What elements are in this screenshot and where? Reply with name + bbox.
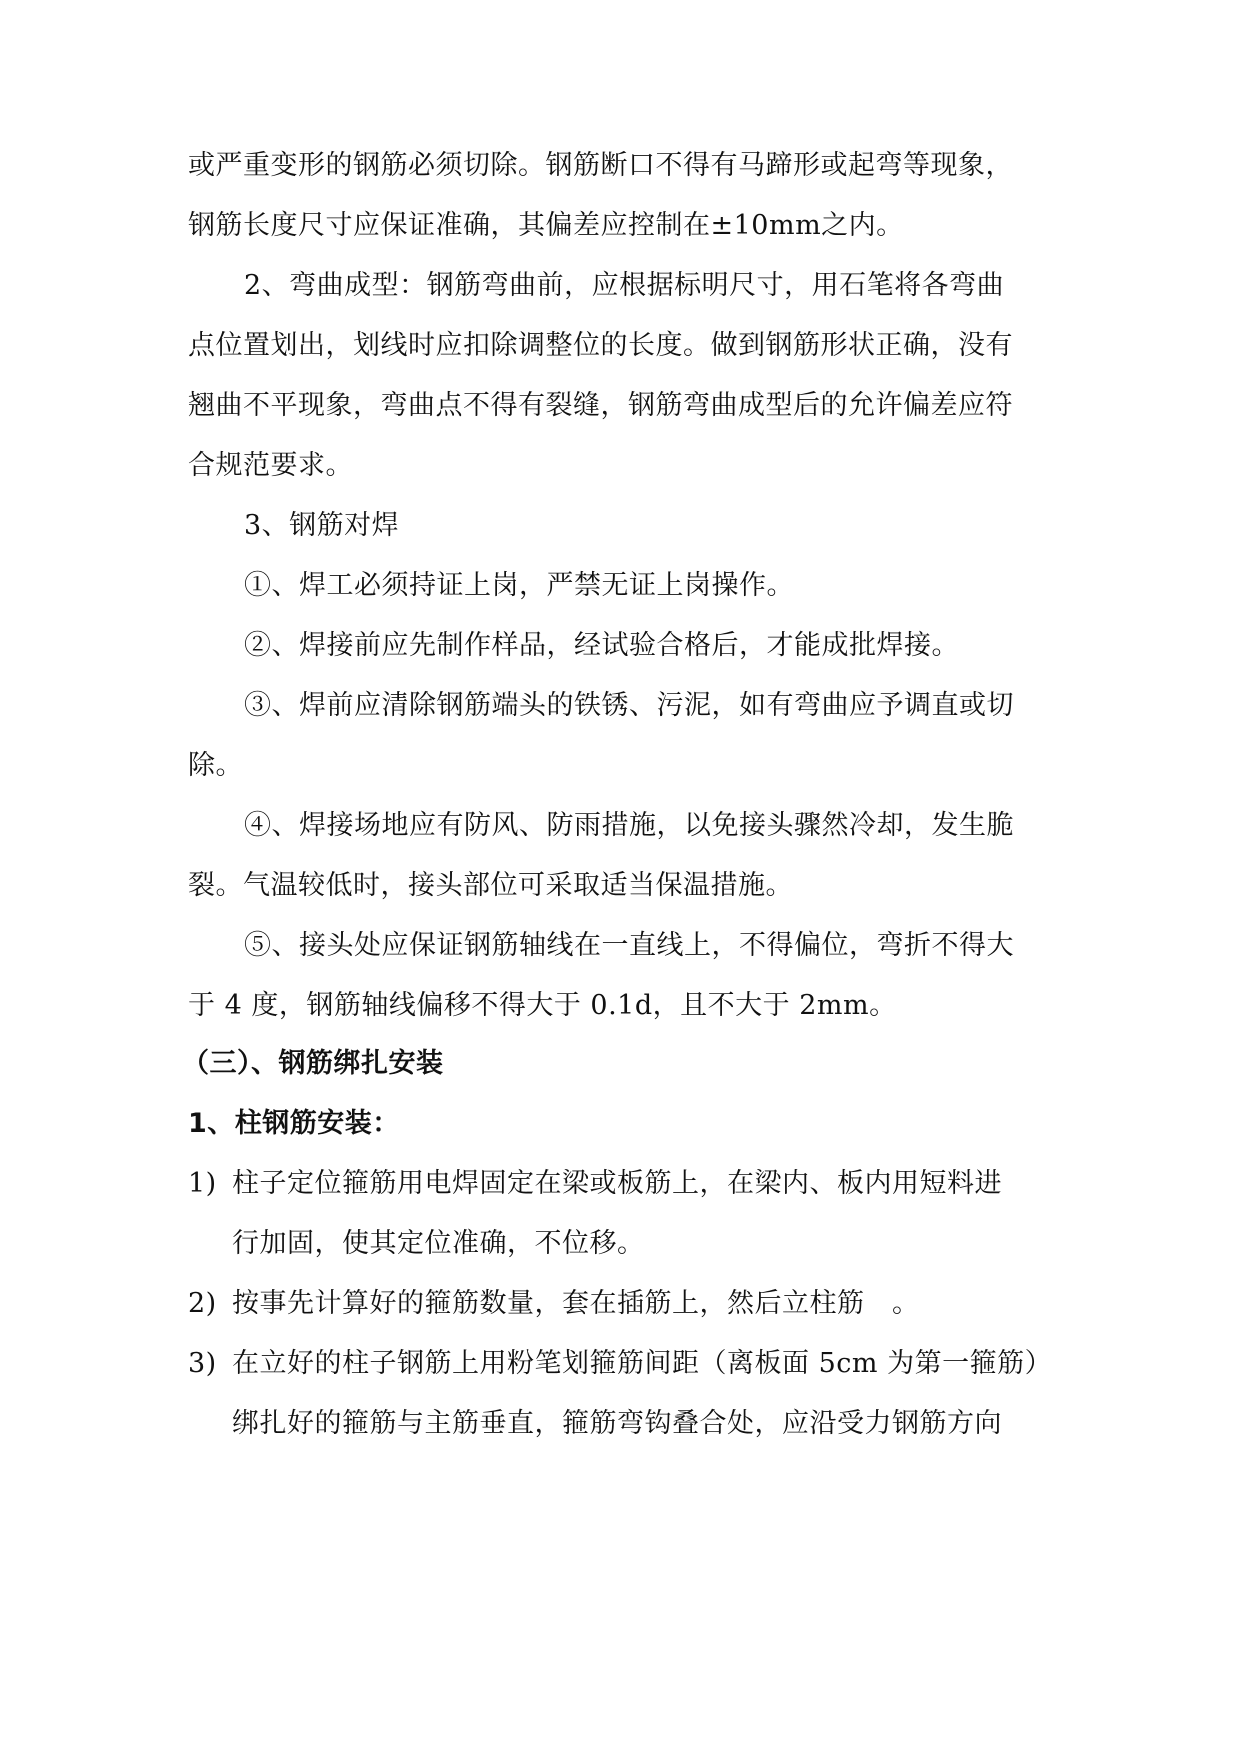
paragraph-line: ①、焊工必须持证上岗，严禁无证上岗操作。 [244,570,794,601]
list-item-line: 绑扎好的箍筋与主筋垂直，箍筋弯钩叠合处，应沿受力钢筋方向 [232,1408,1002,1439]
paragraph-line: 2、弯曲成型：钢筋弯曲前，应根据标明尺寸，用石笔将各弯曲 [244,270,1005,301]
list-number: 2) [188,1288,217,1319]
list-item-line: 按事先计算好的箍筋数量，套在插筋上，然后立柱筋 。 [232,1288,920,1319]
list-item-line: 行加固，使其定位准确，不位移。 [232,1228,645,1259]
paragraph-line: 于 4 度，钢筋轴线偏移不得大于 0.1d，且不大于 2mm。 [188,990,897,1021]
paragraph-line: ③、焊前应清除钢筋端头的铁锈、污泥，如有弯曲应予调直或切 [244,690,1014,721]
paragraph-line: 钢筋长度尺寸应保证准确，其偏差应控制在±10mm之内。 [188,210,904,241]
paragraph-line: 或严重变形的钢筋必须切除。钢筋断口不得有马蹄形或起弯等现象， [188,150,1013,181]
list-number: 3) [188,1348,217,1379]
paragraph-line: ④、焊接场地应有防风、防雨措施，以免接头骤然冷却，发生脆 [244,810,1014,841]
list-number: 1) [188,1168,217,1199]
list-item-line: 柱子定位箍筋用电焊固定在梁或板筋上，在梁内、板内用短料进 [232,1168,1002,1199]
paragraph-line: 点位置划出，划线时应扣除调整位的长度。做到钢筋形状正确，没有 [188,330,1013,361]
paragraph-line: ②、焊接前应先制作样品，经试验合格后，才能成批焊接。 [244,630,959,661]
paragraph-line: 翘曲不平现象，弯曲点不得有裂缝，钢筋弯曲成型后的允许偏差应符 [188,390,1013,421]
section-heading: （三）、钢筋绑扎安装 [182,1048,444,1079]
paragraph-line: 合规范要求。 [188,450,353,481]
paragraph-line: 裂。气温较低时，接头部位可采取适当保温措施。 [188,870,793,901]
subsection-heading: 1、柱钢筋安装： [188,1108,400,1139]
list-item-line: 在立好的柱子钢筋上用粉笔划箍筋间距（离板面 5cm 为第一箍筋） [232,1348,1053,1379]
paragraph-line: 除。 [188,750,243,781]
paragraph-line: ⑤、接头处应保证钢筋轴线在一直线上，不得偏位，弯折不得大 [244,930,1014,961]
paragraph-line: 3、钢筋对焊 [244,510,400,541]
